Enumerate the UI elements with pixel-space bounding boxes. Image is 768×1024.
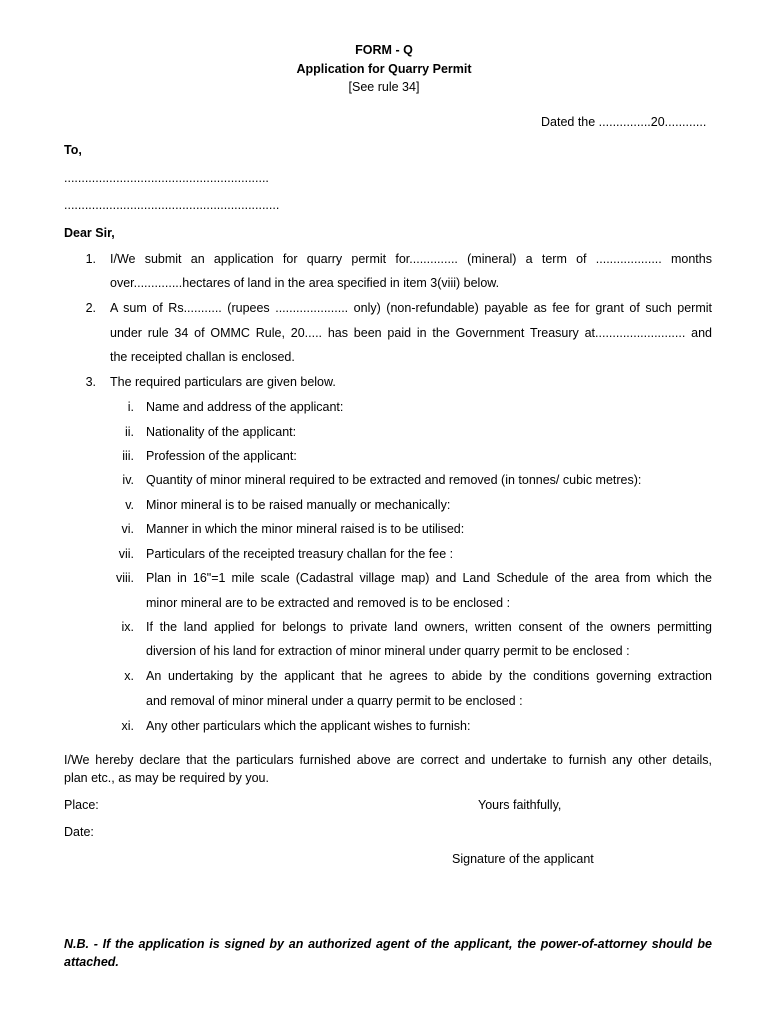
item-1-line-2: over..............hectares of land in the area specified in item 3(viii) below. [110,276,500,290]
item-1-line-1: I/We submit an application for quarry permit for.............. (mineral) a term of ................... months [110,252,712,266]
item-number: 2. [85,301,96,315]
particular-text: Nationality of the applicant: [146,425,297,439]
salutation: Dear Sir, [64,226,115,240]
particular-number: vii. [118,547,134,561]
addressee-line-1: ........................................................... [64,171,269,185]
particular-text: Any other particulars which the applicant wishes to furnish: [146,719,471,733]
particular-text: and removal of minor mineral under a quarry permit to be enclosed : [146,694,523,708]
particular-text: Manner in which the minor mineral raised is to be utilised: [146,522,465,536]
declaration-line-1: I/We hereby declare that the particulars furnished above are correct and undertake to furnish any other details, [64,753,712,767]
particular-number: ix. [121,620,134,634]
particular-number: x. [124,669,134,683]
particular-text: Name and address of the applicant: [146,400,344,414]
declaration-line-2: plan etc., as may be required by you. [64,771,269,785]
particular-text: An undertaking by the applicant that he agrees to abide by the conditions governing extraction [146,669,712,683]
signature-label: Signature of the applicant [452,852,594,866]
yours-faithfully: Yours faithfully, [478,798,562,812]
dated-line: Dated the ...............20............ [541,115,707,129]
item-2-line-3: the receipted challan is enclosed. [110,350,295,364]
particular-number: v. [125,498,134,512]
particular-number: xi. [121,719,134,733]
item-2-line-2: under rule 34 of OMMC Rule, 20..... has been paid in the Government Treasury at.......................... and [110,326,712,340]
particular-text: If the land applied for belongs to private land owners, written consent of the owners permitting [146,620,712,634]
rule-reference: [See rule 34] [348,80,420,94]
nb-note-line-2: attached. [64,955,119,969]
date-label: Date: [64,825,94,839]
particular-text: Particulars of the receipted treasury challan for the fee : [146,547,454,561]
particular-text: Profession of the applicant: [146,449,297,463]
particular-number: iii. [122,449,134,463]
item-number: 1. [85,252,96,266]
item-3-line-1: The required particulars are given below. [110,375,336,389]
particular-number: ii. [124,425,134,439]
particular-text: minor mineral are to be extracted and removed is to be enclosed : [146,596,511,610]
form-title: FORM - Q [355,43,413,57]
item-number: 3. [85,375,96,389]
particular-text: diversion of his land for extraction of minor mineral under quarry permit to be enclosed : [146,644,630,658]
addressee-line-2: .............................................................. [64,198,280,212]
to-label: To, [64,143,82,157]
form-subtitle: Application for Quarry Permit [296,62,472,76]
nb-note-line-1: N.B. - If the application is signed by an authorized agent of the applicant, the power-of-attorney should be [64,937,712,951]
particular-number: iv. [122,473,134,487]
item-2-line-1: A sum of Rs........... (rupees ..................... only) (non-refundable) payable as fee for grant of such permit [110,301,712,315]
particular-number: i. [127,400,134,414]
particular-text: Minor mineral is to be raised manually or mechanically: [146,498,451,512]
particular-text: Quantity of minor mineral required to be extracted and removed (in tonnes/ cubic metres): [146,473,642,487]
particular-text: Plan in 16"=1 mile scale (Cadastral village map) and Land Schedule of the area from which the [146,571,712,585]
particular-number: viii. [115,571,134,585]
place-label: Place: [64,798,99,812]
particular-number: vi. [121,522,134,536]
